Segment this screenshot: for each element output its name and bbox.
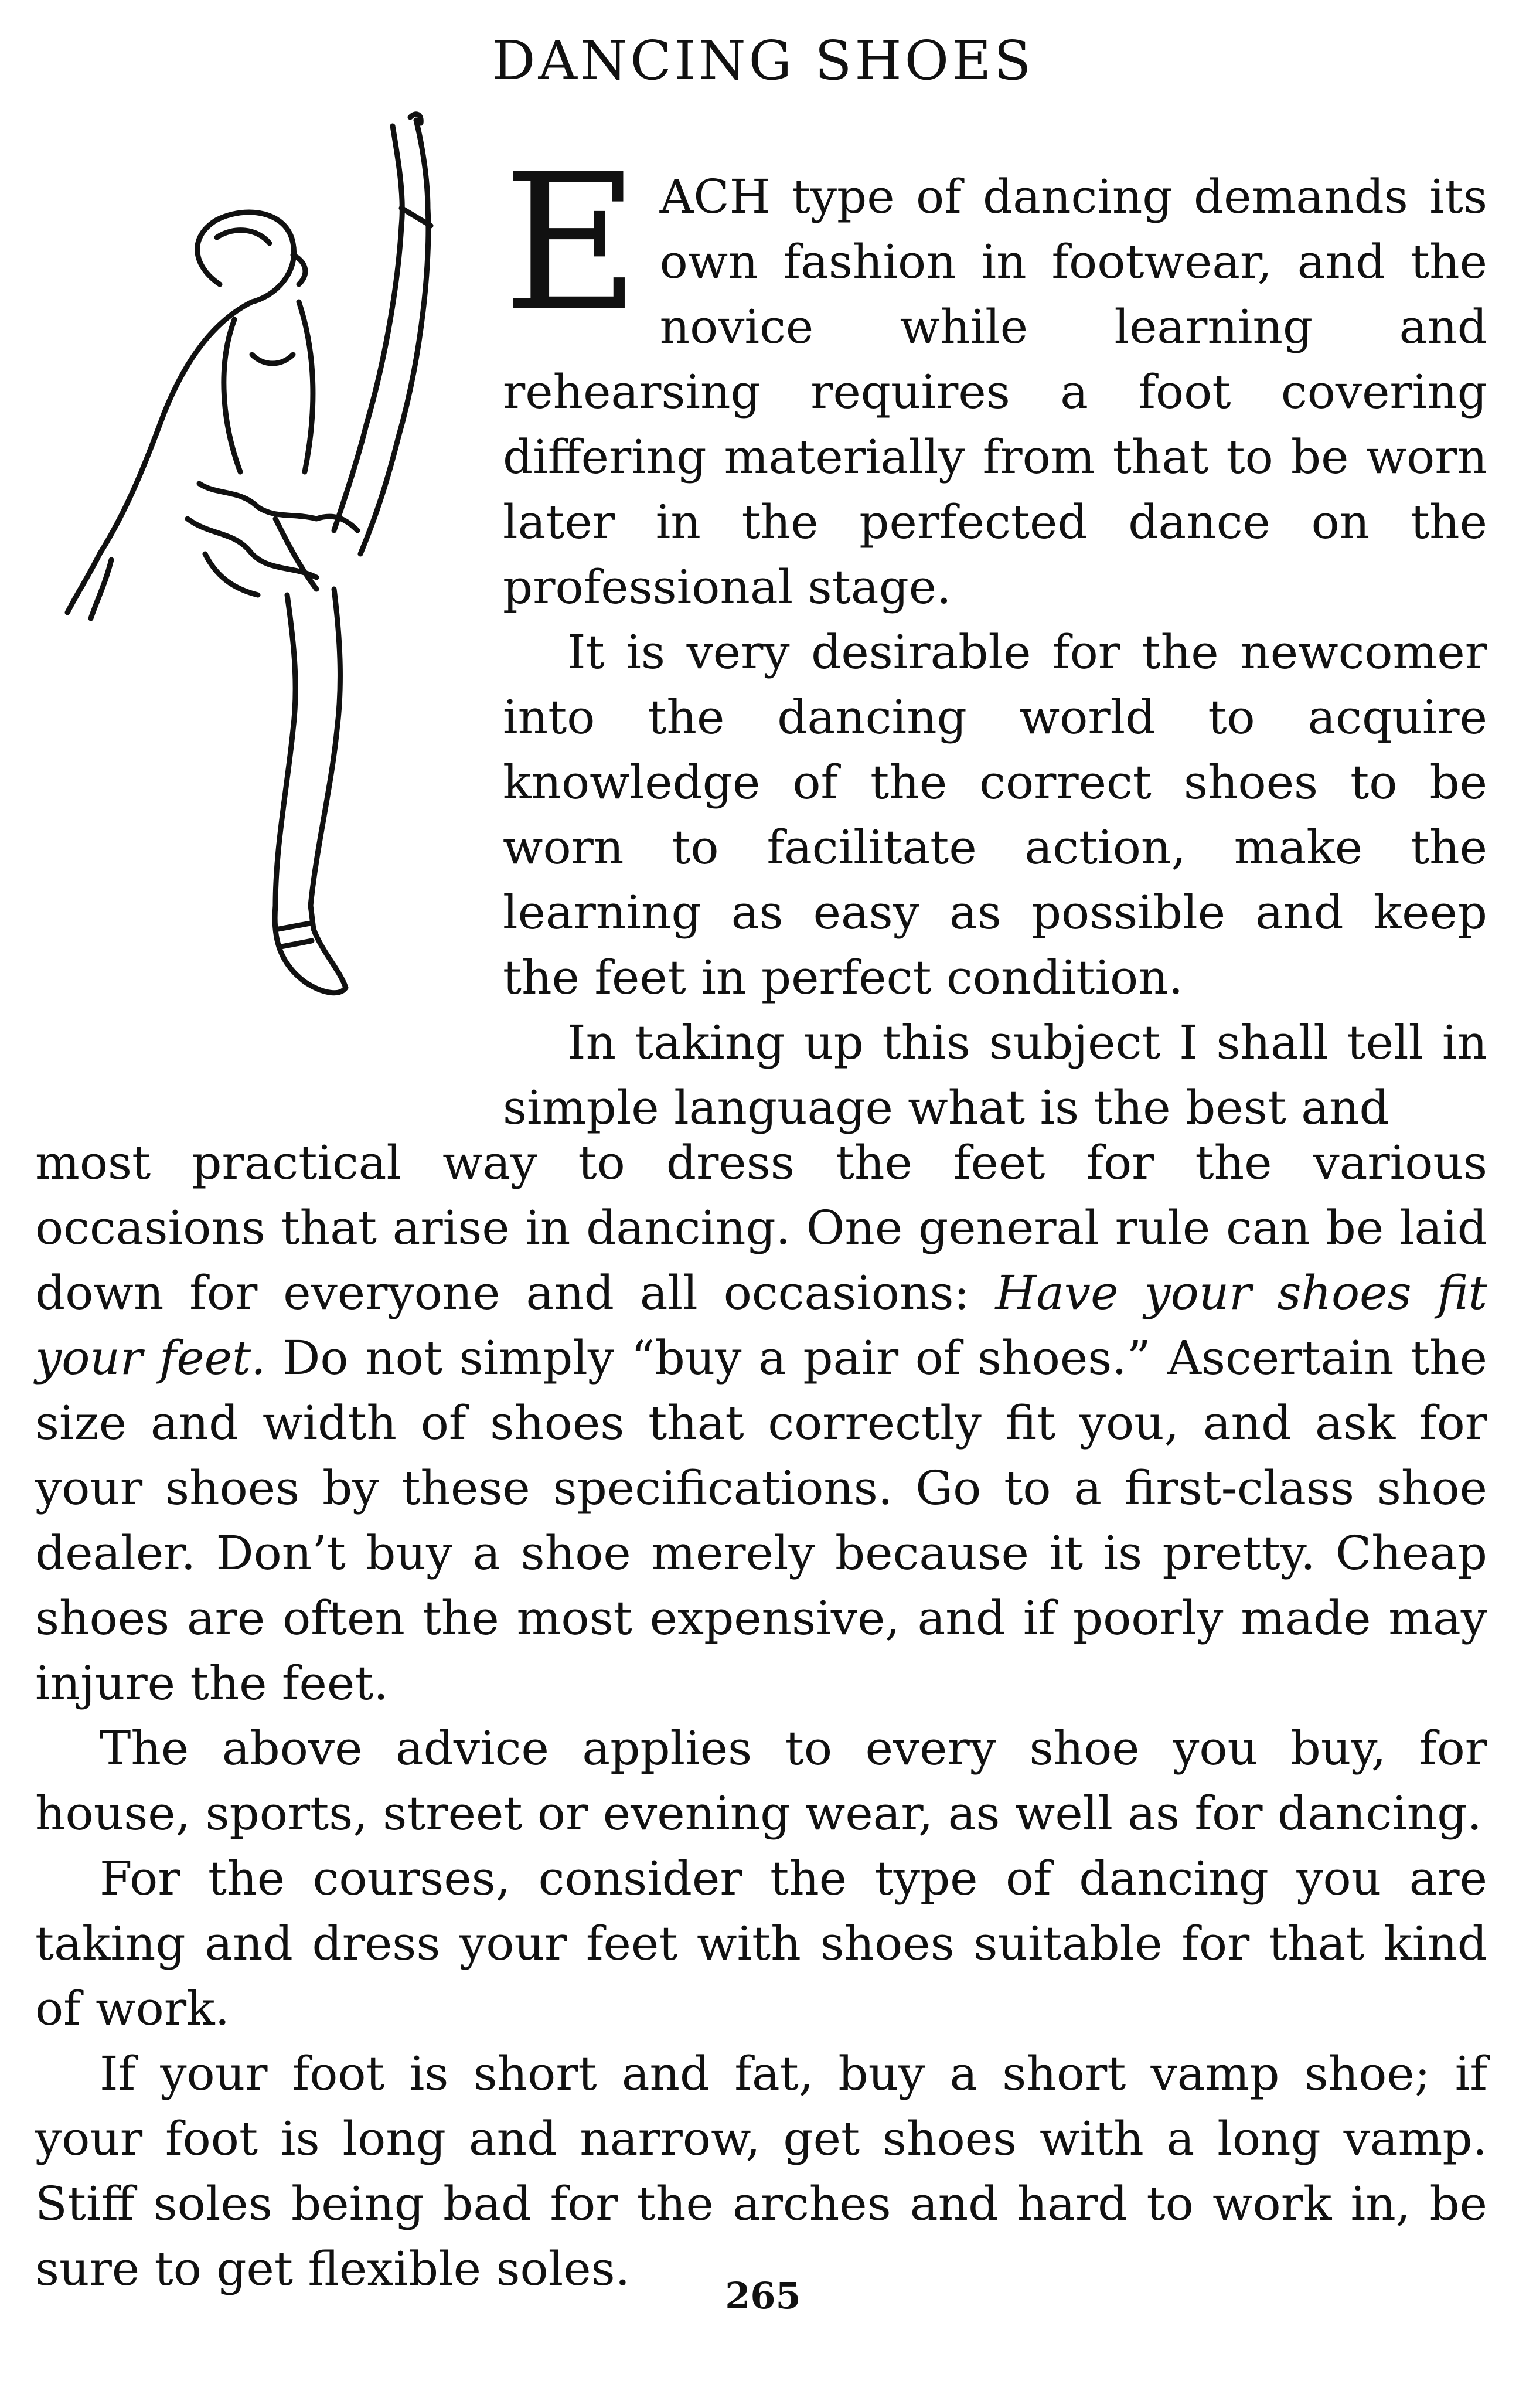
italic-emphasis: Have your shoes fit your feet. <box>35 1266 1487 1385</box>
paragraph-2: It is very desirable for the newcomer into the dancing world to acquire knowledge of the correct shoes to be worn to facilitate action, make the learning as easy as possible and keep the feet in perfect condition. <box>503 625 1487 1005</box>
paragraph-6: If your foot is short and fat, buy a short vamp shoe; if your foot is long and narrow, get shoes with a long vamp. Stiff soles being bad for the arches and hard to work in, be sure to get flexible soles. <box>35 2046 1487 2296</box>
paragraph-3-text-b: Do not simply “buy a pair of shoes.” Ascertain the size and width of shoes that correctly fit you, and ask for your shoes by these specifications. Go to a first-class shoe dealer. Don’t buy a shoe merely because it is pretty. Cheap shoes are often the most expensive, and if poorly made may injure the feet. <box>35 1331 1487 1710</box>
paragraph-opening <box>503 134 1487 620</box>
paragraph-3-continued <box>35 1130 1487 1716</box>
page-number: 265 <box>725 2274 801 2317</box>
text-column-wrapped <box>503 134 1487 1140</box>
paragraph-3-text-a: most practical way to dress the feet for the various occasions that arise in dancing. One general rule can be laid down for everyone and all occasions: <box>35 1135 1487 1320</box>
paragraph-3-start: In taking up this subject I shall tell in simple language what is the best and <box>503 1015 1487 1135</box>
paragraph-5: For the courses, consider the type of dancing you are taking and dress your feet with shoes suitable for that kind of work. <box>35 1851 1487 2036</box>
page-title: DANCING SHOES <box>492 29 1034 92</box>
paragraph-1-text: ACH type of dancing demands its own fashion in footwear, and the novice while learning and rehearsing requires a foot covering differing materially from that to be worn later in the perfected dance on the professional stage. <box>503 169 1487 614</box>
drop-cap: E <box>503 134 640 352</box>
paragraph-4: The above advice applies to every shoe you buy, for house, sports, street or evening wear, as well as for dancing. <box>35 1721 1487 1841</box>
dancer-illustration <box>41 108 475 1117</box>
text-column-full <box>35 1130 1487 2301</box>
dancer-drawing <box>41 108 475 1117</box>
